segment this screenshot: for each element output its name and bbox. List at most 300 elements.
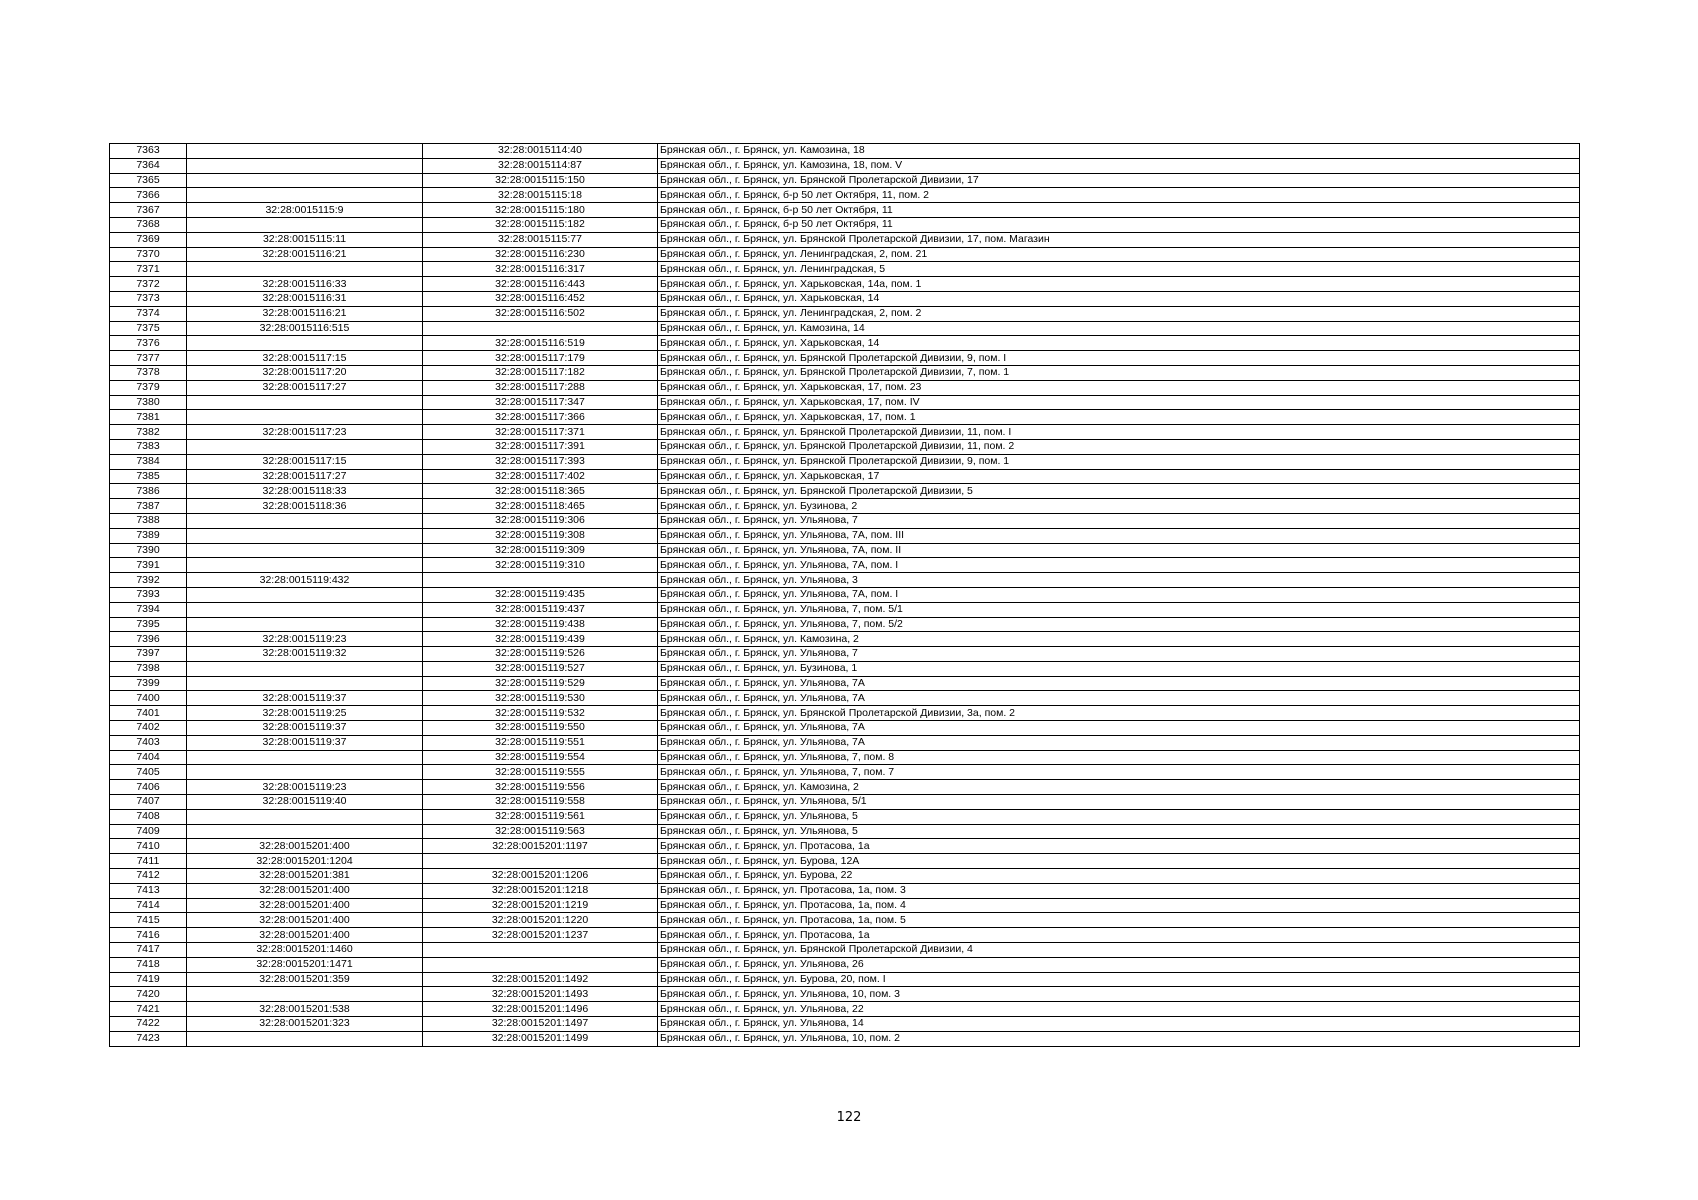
table-row bbox=[110, 484, 1580, 499]
address-cell: Брянская обл., г. Брянск, ул. Брянской Пролетарской Дивизии, 3а, пом. 2 bbox=[658, 706, 1580, 721]
address-cell: Брянская обл., г. Брянск, ул. Ульянова, 7А, пом. II bbox=[658, 543, 1580, 558]
row-number-cell: 7391 bbox=[110, 558, 187, 573]
address-cell: Брянская обл., г. Брянск, ул. Харьковская, 14а, пом. 1 bbox=[658, 277, 1580, 292]
address-cell: Брянская обл., г. Брянск, ул. Ульянова, 5 bbox=[658, 824, 1580, 839]
address-cell: Брянская обл., г. Брянск, ул. Брянской Пролетарской Дивизии, 7, пом. 1 bbox=[658, 365, 1580, 380]
land-cadastral-cell bbox=[187, 558, 423, 573]
table-row bbox=[110, 144, 1580, 159]
object-cadastral-cell: 32:28:0015119:439 bbox=[423, 632, 658, 647]
table-row bbox=[110, 750, 1580, 765]
object-cadastral-cell: 32:28:0015114:40 bbox=[423, 144, 658, 159]
object-cadastral-cell: 32:28:0015117:182 bbox=[423, 365, 658, 380]
row-number-cell: 7415 bbox=[110, 913, 187, 928]
object-cadastral-cell: 32:28:0015201:1197 bbox=[423, 839, 658, 854]
table-row bbox=[110, 321, 1580, 336]
row-number-cell: 7389 bbox=[110, 528, 187, 543]
table-row bbox=[110, 158, 1580, 173]
object-cadastral-cell: 32:28:0015116:317 bbox=[423, 262, 658, 277]
table-row bbox=[110, 632, 1580, 647]
address-cell: Брянская обл., г. Брянск, ул. Ульянова, 7А, пом. I bbox=[658, 587, 1580, 602]
table-row bbox=[110, 987, 1580, 1002]
table-row bbox=[110, 1017, 1580, 1032]
address-cell: Брянская обл., г. Брянск, ул. Ульянова, 7А bbox=[658, 691, 1580, 706]
table-row bbox=[110, 957, 1580, 972]
land-cadastral-cell: 32:28:0015201:323 bbox=[187, 1017, 423, 1032]
address-cell: Брянская обл., г. Брянск, ул. Ульянова, 7А, пом. III bbox=[658, 528, 1580, 543]
address-cell: Брянская обл., г. Брянск, ул. Ульянова, 5 bbox=[658, 809, 1580, 824]
row-number-cell: 7417 bbox=[110, 943, 187, 958]
address-cell: Брянская обл., г. Брянск, ул. Бурова, 12А bbox=[658, 854, 1580, 869]
address-cell: Брянская обл., г. Брянск, ул. Камозина, 18 bbox=[658, 144, 1580, 159]
land-cadastral-cell: 32:28:0015201:400 bbox=[187, 898, 423, 913]
object-cadastral-cell: 32:28:0015201:1218 bbox=[423, 883, 658, 898]
table-row bbox=[110, 306, 1580, 321]
row-number-cell: 7408 bbox=[110, 809, 187, 824]
table-row bbox=[110, 691, 1580, 706]
land-cadastral-cell: 32:28:0015201:400 bbox=[187, 913, 423, 928]
row-number-cell: 7411 bbox=[110, 854, 187, 869]
address-cell: Брянская обл., г. Брянск, ул. Камозина, 18, пом. V bbox=[658, 158, 1580, 173]
row-number-cell: 7398 bbox=[110, 661, 187, 676]
object-cadastral-cell: 32:28:0015115:182 bbox=[423, 217, 658, 232]
row-number-cell: 7403 bbox=[110, 735, 187, 750]
table-row bbox=[110, 1031, 1580, 1046]
address-cell: Брянская обл., г. Брянск, ул. Ульянова, 7 bbox=[658, 513, 1580, 528]
table-row bbox=[110, 721, 1580, 736]
land-cadastral-cell bbox=[187, 513, 423, 528]
object-cadastral-cell: 32:28:0015114:87 bbox=[423, 158, 658, 173]
row-number-cell: 7407 bbox=[110, 795, 187, 810]
object-cadastral-cell: 32:28:0015119:306 bbox=[423, 513, 658, 528]
table-row bbox=[110, 587, 1580, 602]
land-cadastral-cell: 32:28:0015119:37 bbox=[187, 721, 423, 736]
row-number-cell: 7365 bbox=[110, 173, 187, 188]
land-cadastral-cell: 32:28:0015116:33 bbox=[187, 277, 423, 292]
object-cadastral-cell: 32:28:0015116:502 bbox=[423, 306, 658, 321]
table-row bbox=[110, 454, 1580, 469]
row-number-cell: 7367 bbox=[110, 203, 187, 218]
address-cell: Брянская обл., г. Брянск, ул. Брянской Пролетарской Дивизии, 11, пом. I bbox=[658, 425, 1580, 440]
table-row bbox=[110, 395, 1580, 410]
table-row bbox=[110, 928, 1580, 943]
row-number-cell: 7385 bbox=[110, 469, 187, 484]
address-cell: Брянская обл., г. Брянск, ул. Ульянова, 14 bbox=[658, 1017, 1580, 1032]
land-cadastral-cell: 32:28:0015201:359 bbox=[187, 972, 423, 987]
table-row bbox=[110, 410, 1580, 425]
table-row bbox=[110, 188, 1580, 203]
row-number-cell: 7386 bbox=[110, 484, 187, 499]
object-cadastral-cell: 32:28:0015119:529 bbox=[423, 676, 658, 691]
land-cadastral-cell: 32:28:0015117:27 bbox=[187, 380, 423, 395]
object-cadastral-cell: 32:28:0015117:179 bbox=[423, 351, 658, 366]
object-cadastral-cell: 32:28:0015119:309 bbox=[423, 543, 658, 558]
row-number-cell: 7369 bbox=[110, 232, 187, 247]
land-cadastral-cell: 32:28:0015119:40 bbox=[187, 795, 423, 810]
row-number-cell: 7384 bbox=[110, 454, 187, 469]
address-cell: Брянская обл., г. Брянск, ул. Протасова, 1а bbox=[658, 839, 1580, 854]
table-row bbox=[110, 795, 1580, 810]
row-number-cell: 7405 bbox=[110, 765, 187, 780]
object-cadastral-cell: 32:28:0015119:308 bbox=[423, 528, 658, 543]
row-number-cell: 7388 bbox=[110, 513, 187, 528]
object-cadastral-cell: 32:28:0015115:18 bbox=[423, 188, 658, 203]
row-number-cell: 7410 bbox=[110, 839, 187, 854]
object-cadastral-cell: 32:28:0015119:527 bbox=[423, 661, 658, 676]
land-cadastral-cell bbox=[187, 1031, 423, 1046]
table-row bbox=[110, 913, 1580, 928]
address-cell: Брянская обл., г. Брянск, ул. Ульянова, 7, пом. 7 bbox=[658, 765, 1580, 780]
land-cadastral-cell bbox=[187, 158, 423, 173]
object-cadastral-cell bbox=[423, 321, 658, 336]
object-cadastral-cell: 32:28:0015117:371 bbox=[423, 425, 658, 440]
row-number-cell: 7404 bbox=[110, 750, 187, 765]
row-number-cell: 7393 bbox=[110, 587, 187, 602]
land-cadastral-cell bbox=[187, 676, 423, 691]
land-cadastral-cell: 32:28:0015201:400 bbox=[187, 839, 423, 854]
registry-table bbox=[109, 143, 1580, 1047]
row-number-cell: 7395 bbox=[110, 617, 187, 632]
object-cadastral-cell: 32:28:0015117:288 bbox=[423, 380, 658, 395]
row-number-cell: 7396 bbox=[110, 632, 187, 647]
row-number-cell: 7400 bbox=[110, 691, 187, 706]
table-row bbox=[110, 336, 1580, 351]
table-row bbox=[110, 573, 1580, 588]
row-number-cell: 7399 bbox=[110, 676, 187, 691]
table-row bbox=[110, 232, 1580, 247]
land-cadastral-cell bbox=[187, 410, 423, 425]
land-cadastral-cell bbox=[187, 217, 423, 232]
object-cadastral-cell: 32:28:0015119:437 bbox=[423, 602, 658, 617]
table-row bbox=[110, 824, 1580, 839]
table-row bbox=[110, 380, 1580, 395]
object-cadastral-cell: 32:28:0015119:556 bbox=[423, 780, 658, 795]
address-cell: Брянская обл., г. Брянск, ул. Протасова, 1а, пом. 5 bbox=[658, 913, 1580, 928]
row-number-cell: 7382 bbox=[110, 425, 187, 440]
row-number-cell: 7364 bbox=[110, 158, 187, 173]
object-cadastral-cell: 32:28:0015119:563 bbox=[423, 824, 658, 839]
table-row bbox=[110, 617, 1580, 632]
address-cell: Брянская обл., г. Брянск, ул. Харьковская, 17, пом. 1 bbox=[658, 410, 1580, 425]
object-cadastral-cell: 32:28:0015118:465 bbox=[423, 499, 658, 514]
address-cell: Брянская обл., г. Брянск, ул. Ульянова, 7А bbox=[658, 735, 1580, 750]
row-number-cell: 7370 bbox=[110, 247, 187, 262]
land-cadastral-cell: 32:28:0015119:37 bbox=[187, 691, 423, 706]
address-cell: Брянская обл., г. Брянск, ул. Брянской Пролетарской Дивизии, 9, пом. 1 bbox=[658, 454, 1580, 469]
address-cell: Брянская обл., г. Брянск, ул. Ульянова, 3 bbox=[658, 573, 1580, 588]
land-cadastral-cell bbox=[187, 661, 423, 676]
object-cadastral-cell: 32:28:0015115:180 bbox=[423, 203, 658, 218]
object-cadastral-cell: 32:28:0015119:561 bbox=[423, 809, 658, 824]
row-number-cell: 7406 bbox=[110, 780, 187, 795]
row-number-cell: 7387 bbox=[110, 499, 187, 514]
object-cadastral-cell: 32:28:0015201:1499 bbox=[423, 1031, 658, 1046]
object-cadastral-cell: 32:28:0015117:391 bbox=[423, 439, 658, 454]
address-cell: Брянская обл., г. Брянск, ул. Брянской Пролетарской Дивизии, 5 bbox=[658, 484, 1580, 499]
land-cadastral-cell: 32:28:0015201:1460 bbox=[187, 943, 423, 958]
address-cell: Брянская обл., г. Брянск, ул. Харьковская, 17, пом. IV bbox=[658, 395, 1580, 410]
land-cadastral-cell bbox=[187, 602, 423, 617]
land-cadastral-cell: 32:28:0015117:15 bbox=[187, 454, 423, 469]
object-cadastral-cell: 32:28:0015201:1206 bbox=[423, 869, 658, 884]
object-cadastral-cell bbox=[423, 957, 658, 972]
object-cadastral-cell: 32:28:0015201:1237 bbox=[423, 928, 658, 943]
object-cadastral-cell: 32:28:0015119:438 bbox=[423, 617, 658, 632]
table-row bbox=[110, 217, 1580, 232]
land-cadastral-cell: 32:28:0015115:11 bbox=[187, 232, 423, 247]
land-cadastral-cell: 32:28:0015116:515 bbox=[187, 321, 423, 336]
address-cell: Брянская обл., г. Брянск, б-р 50 лет Октября, 11, пом. 2 bbox=[658, 188, 1580, 203]
object-cadastral-cell: 32:28:0015119:551 bbox=[423, 735, 658, 750]
object-cadastral-cell: 32:28:0015116:443 bbox=[423, 277, 658, 292]
object-cadastral-cell: 32:28:0015119:554 bbox=[423, 750, 658, 765]
row-number-cell: 7394 bbox=[110, 602, 187, 617]
address-cell: Брянская обл., г. Брянск, ул. Бурова, 22 bbox=[658, 869, 1580, 884]
table-row bbox=[110, 839, 1580, 854]
row-number-cell: 7378 bbox=[110, 365, 187, 380]
table-row bbox=[110, 513, 1580, 528]
row-number-cell: 7372 bbox=[110, 277, 187, 292]
address-cell: Брянская обл., г. Брянск, ул. Камозина, 2 bbox=[658, 780, 1580, 795]
object-cadastral-cell: 32:28:0015118:365 bbox=[423, 484, 658, 499]
table-row bbox=[110, 854, 1580, 869]
land-cadastral-cell: 32:28:0015117:23 bbox=[187, 425, 423, 440]
table-row bbox=[110, 647, 1580, 662]
address-cell: Брянская обл., г. Брянск, ул. Брянской Пролетарской Дивизии, 11, пом. 2 bbox=[658, 439, 1580, 454]
row-number-cell: 7392 bbox=[110, 573, 187, 588]
object-cadastral-cell: 32:28:0015201:1220 bbox=[423, 913, 658, 928]
table-row bbox=[110, 439, 1580, 454]
row-number-cell: 7419 bbox=[110, 972, 187, 987]
land-cadastral-cell: 32:28:0015201:381 bbox=[187, 869, 423, 884]
object-cadastral-cell: 32:28:0015115:77 bbox=[423, 232, 658, 247]
row-number-cell: 7402 bbox=[110, 721, 187, 736]
row-number-cell: 7420 bbox=[110, 987, 187, 1002]
row-number-cell: 7422 bbox=[110, 1017, 187, 1032]
page-number: 122 bbox=[836, 1110, 862, 1125]
address-cell: Брянская обл., г. Брянск, ул. Ульянова, 7А bbox=[658, 676, 1580, 691]
row-number-cell: 7379 bbox=[110, 380, 187, 395]
object-cadastral-cell: 32:28:0015201:1496 bbox=[423, 1002, 658, 1017]
row-number-cell: 7376 bbox=[110, 336, 187, 351]
row-number-cell: 7374 bbox=[110, 306, 187, 321]
object-cadastral-cell: 32:28:0015116:519 bbox=[423, 336, 658, 351]
row-number-cell: 7375 bbox=[110, 321, 187, 336]
address-cell: Брянская обл., г. Брянск, ул. Харьковская, 17, пом. 23 bbox=[658, 380, 1580, 395]
table-row bbox=[110, 706, 1580, 721]
table-row bbox=[110, 203, 1580, 218]
row-number-cell: 7397 bbox=[110, 647, 187, 662]
table-row bbox=[110, 943, 1580, 958]
land-cadastral-cell bbox=[187, 543, 423, 558]
row-number-cell: 7416 bbox=[110, 928, 187, 943]
object-cadastral-cell: 32:28:0015117:366 bbox=[423, 410, 658, 425]
address-cell: Брянская обл., г. Брянск, ул. Ульянова, 7 bbox=[658, 647, 1580, 662]
land-cadastral-cell bbox=[187, 987, 423, 1002]
land-cadastral-cell: 32:28:0015117:15 bbox=[187, 351, 423, 366]
land-cadastral-cell bbox=[187, 809, 423, 824]
table-row bbox=[110, 661, 1580, 676]
land-cadastral-cell bbox=[187, 765, 423, 780]
table-row bbox=[110, 351, 1580, 366]
row-number-cell: 7366 bbox=[110, 188, 187, 203]
address-cell: Брянская обл., г. Брянск, ул. Брянской Пролетарской Дивизии, 4 bbox=[658, 943, 1580, 958]
row-number-cell: 7401 bbox=[110, 706, 187, 721]
row-number-cell: 7413 bbox=[110, 883, 187, 898]
address-cell: Брянская обл., г. Брянск, ул. Харьковская, 17 bbox=[658, 469, 1580, 484]
land-cadastral-cell: 32:28:0015117:27 bbox=[187, 469, 423, 484]
row-number-cell: 7373 bbox=[110, 291, 187, 306]
land-cadastral-cell: 32:28:0015201:400 bbox=[187, 883, 423, 898]
land-cadastral-cell: 32:28:0015119:23 bbox=[187, 632, 423, 647]
table-row bbox=[110, 1002, 1580, 1017]
row-number-cell: 7421 bbox=[110, 1002, 187, 1017]
table-row bbox=[110, 469, 1580, 484]
land-cadastral-cell: 32:28:0015119:432 bbox=[187, 573, 423, 588]
table-row bbox=[110, 528, 1580, 543]
land-cadastral-cell: 32:28:0015119:23 bbox=[187, 780, 423, 795]
object-cadastral-cell: 32:28:0015119:550 bbox=[423, 721, 658, 736]
address-cell: Брянская обл., г. Брянск, ул. Ленинградская, 2, пом. 2 bbox=[658, 306, 1580, 321]
object-cadastral-cell: 32:28:0015201:1497 bbox=[423, 1017, 658, 1032]
address-cell: Брянская обл., г. Брянск, ул. Бузинова, 1 bbox=[658, 661, 1580, 676]
table-row bbox=[110, 173, 1580, 188]
object-cadastral-cell: 32:28:0015119:530 bbox=[423, 691, 658, 706]
land-cadastral-cell: 32:28:0015116:21 bbox=[187, 247, 423, 262]
land-cadastral-cell: 32:28:0015116:21 bbox=[187, 306, 423, 321]
registry-table-body bbox=[110, 144, 1580, 1047]
address-cell: Брянская обл., г. Брянск, ул. Протасова, 1а, пом. 3 bbox=[658, 883, 1580, 898]
row-number-cell: 7381 bbox=[110, 410, 187, 425]
land-cadastral-cell: 32:28:0015201:1204 bbox=[187, 854, 423, 869]
row-number-cell: 7368 bbox=[110, 217, 187, 232]
object-cadastral-cell: 32:28:0015117:402 bbox=[423, 469, 658, 484]
land-cadastral-cell: 32:28:0015119:25 bbox=[187, 706, 423, 721]
land-cadastral-cell bbox=[187, 188, 423, 203]
address-cell: Брянская обл., г. Брянск, ул. Ульянова, 10, пом. 3 bbox=[658, 987, 1580, 1002]
object-cadastral-cell: 32:28:0015115:150 bbox=[423, 173, 658, 188]
row-number-cell: 7390 bbox=[110, 543, 187, 558]
land-cadastral-cell bbox=[187, 439, 423, 454]
table-row bbox=[110, 676, 1580, 691]
row-number-cell: 7371 bbox=[110, 262, 187, 277]
table-row bbox=[110, 425, 1580, 440]
row-number-cell: 7383 bbox=[110, 439, 187, 454]
land-cadastral-cell: 32:28:0015118:33 bbox=[187, 484, 423, 499]
object-cadastral-cell: 32:28:0015116:452 bbox=[423, 291, 658, 306]
table-row bbox=[110, 602, 1580, 617]
address-cell: Брянская обл., г. Брянск, ул. Брянской Пролетарской Дивизии, 17 bbox=[658, 173, 1580, 188]
land-cadastral-cell bbox=[187, 395, 423, 410]
address-cell: Брянская обл., г. Брянск, ул. Брянской Пролетарской Дивизии, 17, пом. Магазин bbox=[658, 232, 1580, 247]
row-number-cell: 7414 bbox=[110, 898, 187, 913]
object-cadastral-cell: 32:28:0015116:230 bbox=[423, 247, 658, 262]
address-cell: Брянская обл., г. Брянск, ул. Харьковская, 14 bbox=[658, 336, 1580, 351]
address-cell: Брянская обл., г. Брянск, ул. Ульянова, 26 bbox=[658, 957, 1580, 972]
land-cadastral-cell bbox=[187, 144, 423, 159]
land-cadastral-cell: 32:28:0015201:1471 bbox=[187, 957, 423, 972]
land-cadastral-cell bbox=[187, 336, 423, 351]
table-row bbox=[110, 765, 1580, 780]
address-cell: Брянская обл., г. Брянск, ул. Ульянова, 5/1 bbox=[658, 795, 1580, 810]
row-number-cell: 7380 bbox=[110, 395, 187, 410]
object-cadastral-cell: 32:28:0015119:558 bbox=[423, 795, 658, 810]
address-cell: Брянская обл., г. Брянск, ул. Брянской Пролетарской Дивизии, 9, пом. I bbox=[658, 351, 1580, 366]
address-cell: Брянская обл., г. Брянск, ул. Ульянова, 7, пом. 8 bbox=[658, 750, 1580, 765]
land-cadastral-cell: 32:28:0015116:31 bbox=[187, 291, 423, 306]
address-cell: Брянская обл., г. Брянск, ул. Ульянова, 7, пом. 5/1 bbox=[658, 602, 1580, 617]
address-cell: Брянская обл., г. Брянск, ул. Бузинова, 2 bbox=[658, 499, 1580, 514]
address-cell: Брянская обл., г. Брянск, ул. Ульянова, 7А, пом. I bbox=[658, 558, 1580, 573]
address-cell: Брянская обл., г. Брянск, б-р 50 лет Октября, 11 bbox=[658, 203, 1580, 218]
land-cadastral-cell bbox=[187, 750, 423, 765]
table-row bbox=[110, 247, 1580, 262]
table-row bbox=[110, 262, 1580, 277]
address-cell: Брянская обл., г. Брянск, ул. Ульянова, 7, пом. 5/2 bbox=[658, 617, 1580, 632]
land-cadastral-cell bbox=[187, 173, 423, 188]
object-cadastral-cell: 32:28:0015119:532 bbox=[423, 706, 658, 721]
land-cadastral-cell bbox=[187, 528, 423, 543]
land-cadastral-cell bbox=[187, 824, 423, 839]
address-cell: Брянская обл., г. Брянск, б-р 50 лет Октября, 11 bbox=[658, 217, 1580, 232]
address-cell: Брянская обл., г. Брянск, ул. Камозина, 2 bbox=[658, 632, 1580, 647]
address-cell: Брянская обл., г. Брянск, ул. Камозина, 14 bbox=[658, 321, 1580, 336]
object-cadastral-cell: 32:28:0015201:1219 bbox=[423, 898, 658, 913]
table-row bbox=[110, 972, 1580, 987]
land-cadastral-cell bbox=[187, 617, 423, 632]
row-number-cell: 7423 bbox=[110, 1031, 187, 1046]
object-cadastral-cell bbox=[423, 573, 658, 588]
table-row bbox=[110, 291, 1580, 306]
address-cell: Брянская обл., г. Брянск, ул. Ульянова, 22 bbox=[658, 1002, 1580, 1017]
table-row bbox=[110, 869, 1580, 884]
land-cadastral-cell: 32:28:0015117:20 bbox=[187, 365, 423, 380]
address-cell: Брянская обл., г. Брянск, ул. Ульянова, 10, пом. 2 bbox=[658, 1031, 1580, 1046]
land-cadastral-cell: 32:28:0015119:32 bbox=[187, 647, 423, 662]
object-cadastral-cell: 32:28:0015119:435 bbox=[423, 587, 658, 602]
table-row bbox=[110, 277, 1580, 292]
address-cell: Брянская обл., г. Брянск, ул. Бурова, 20, пом. I bbox=[658, 972, 1580, 987]
table-row bbox=[110, 735, 1580, 750]
address-cell: Брянская обл., г. Брянск, ул. Ленинградская, 5 bbox=[658, 262, 1580, 277]
land-cadastral-cell bbox=[187, 587, 423, 602]
table-row bbox=[110, 809, 1580, 824]
address-cell: Брянская обл., г. Брянск, ул. Протасова, 1а, пом. 4 bbox=[658, 898, 1580, 913]
address-cell: Брянская обл., г. Брянск, ул. Протасова, 1а bbox=[658, 928, 1580, 943]
table-row bbox=[110, 898, 1580, 913]
table-row bbox=[110, 365, 1580, 380]
row-number-cell: 7377 bbox=[110, 351, 187, 366]
row-number-cell: 7409 bbox=[110, 824, 187, 839]
table-row bbox=[110, 558, 1580, 573]
address-cell: Брянская обл., г. Брянск, ул. Ленинградская, 2, пом. 21 bbox=[658, 247, 1580, 262]
row-number-cell: 7418 bbox=[110, 957, 187, 972]
land-cadastral-cell: 32:28:0015118:36 bbox=[187, 499, 423, 514]
row-number-cell: 7363 bbox=[110, 144, 187, 159]
address-cell: Брянская обл., г. Брянск, ул. Ульянова, 7А bbox=[658, 721, 1580, 736]
land-cadastral-cell: 32:28:0015115:9 bbox=[187, 203, 423, 218]
land-cadastral-cell: 32:28:0015119:37 bbox=[187, 735, 423, 750]
object-cadastral-cell bbox=[423, 943, 658, 958]
table-row bbox=[110, 780, 1580, 795]
land-cadastral-cell bbox=[187, 262, 423, 277]
address-cell: Брянская обл., г. Брянск, ул. Харьковская, 14 bbox=[658, 291, 1580, 306]
object-cadastral-cell: 32:28:0015119:310 bbox=[423, 558, 658, 573]
table-row bbox=[110, 543, 1580, 558]
object-cadastral-cell: 32:28:0015119:526 bbox=[423, 647, 658, 662]
object-cadastral-cell: 32:28:0015201:1493 bbox=[423, 987, 658, 1002]
table-row bbox=[110, 883, 1580, 898]
table-row bbox=[110, 499, 1580, 514]
